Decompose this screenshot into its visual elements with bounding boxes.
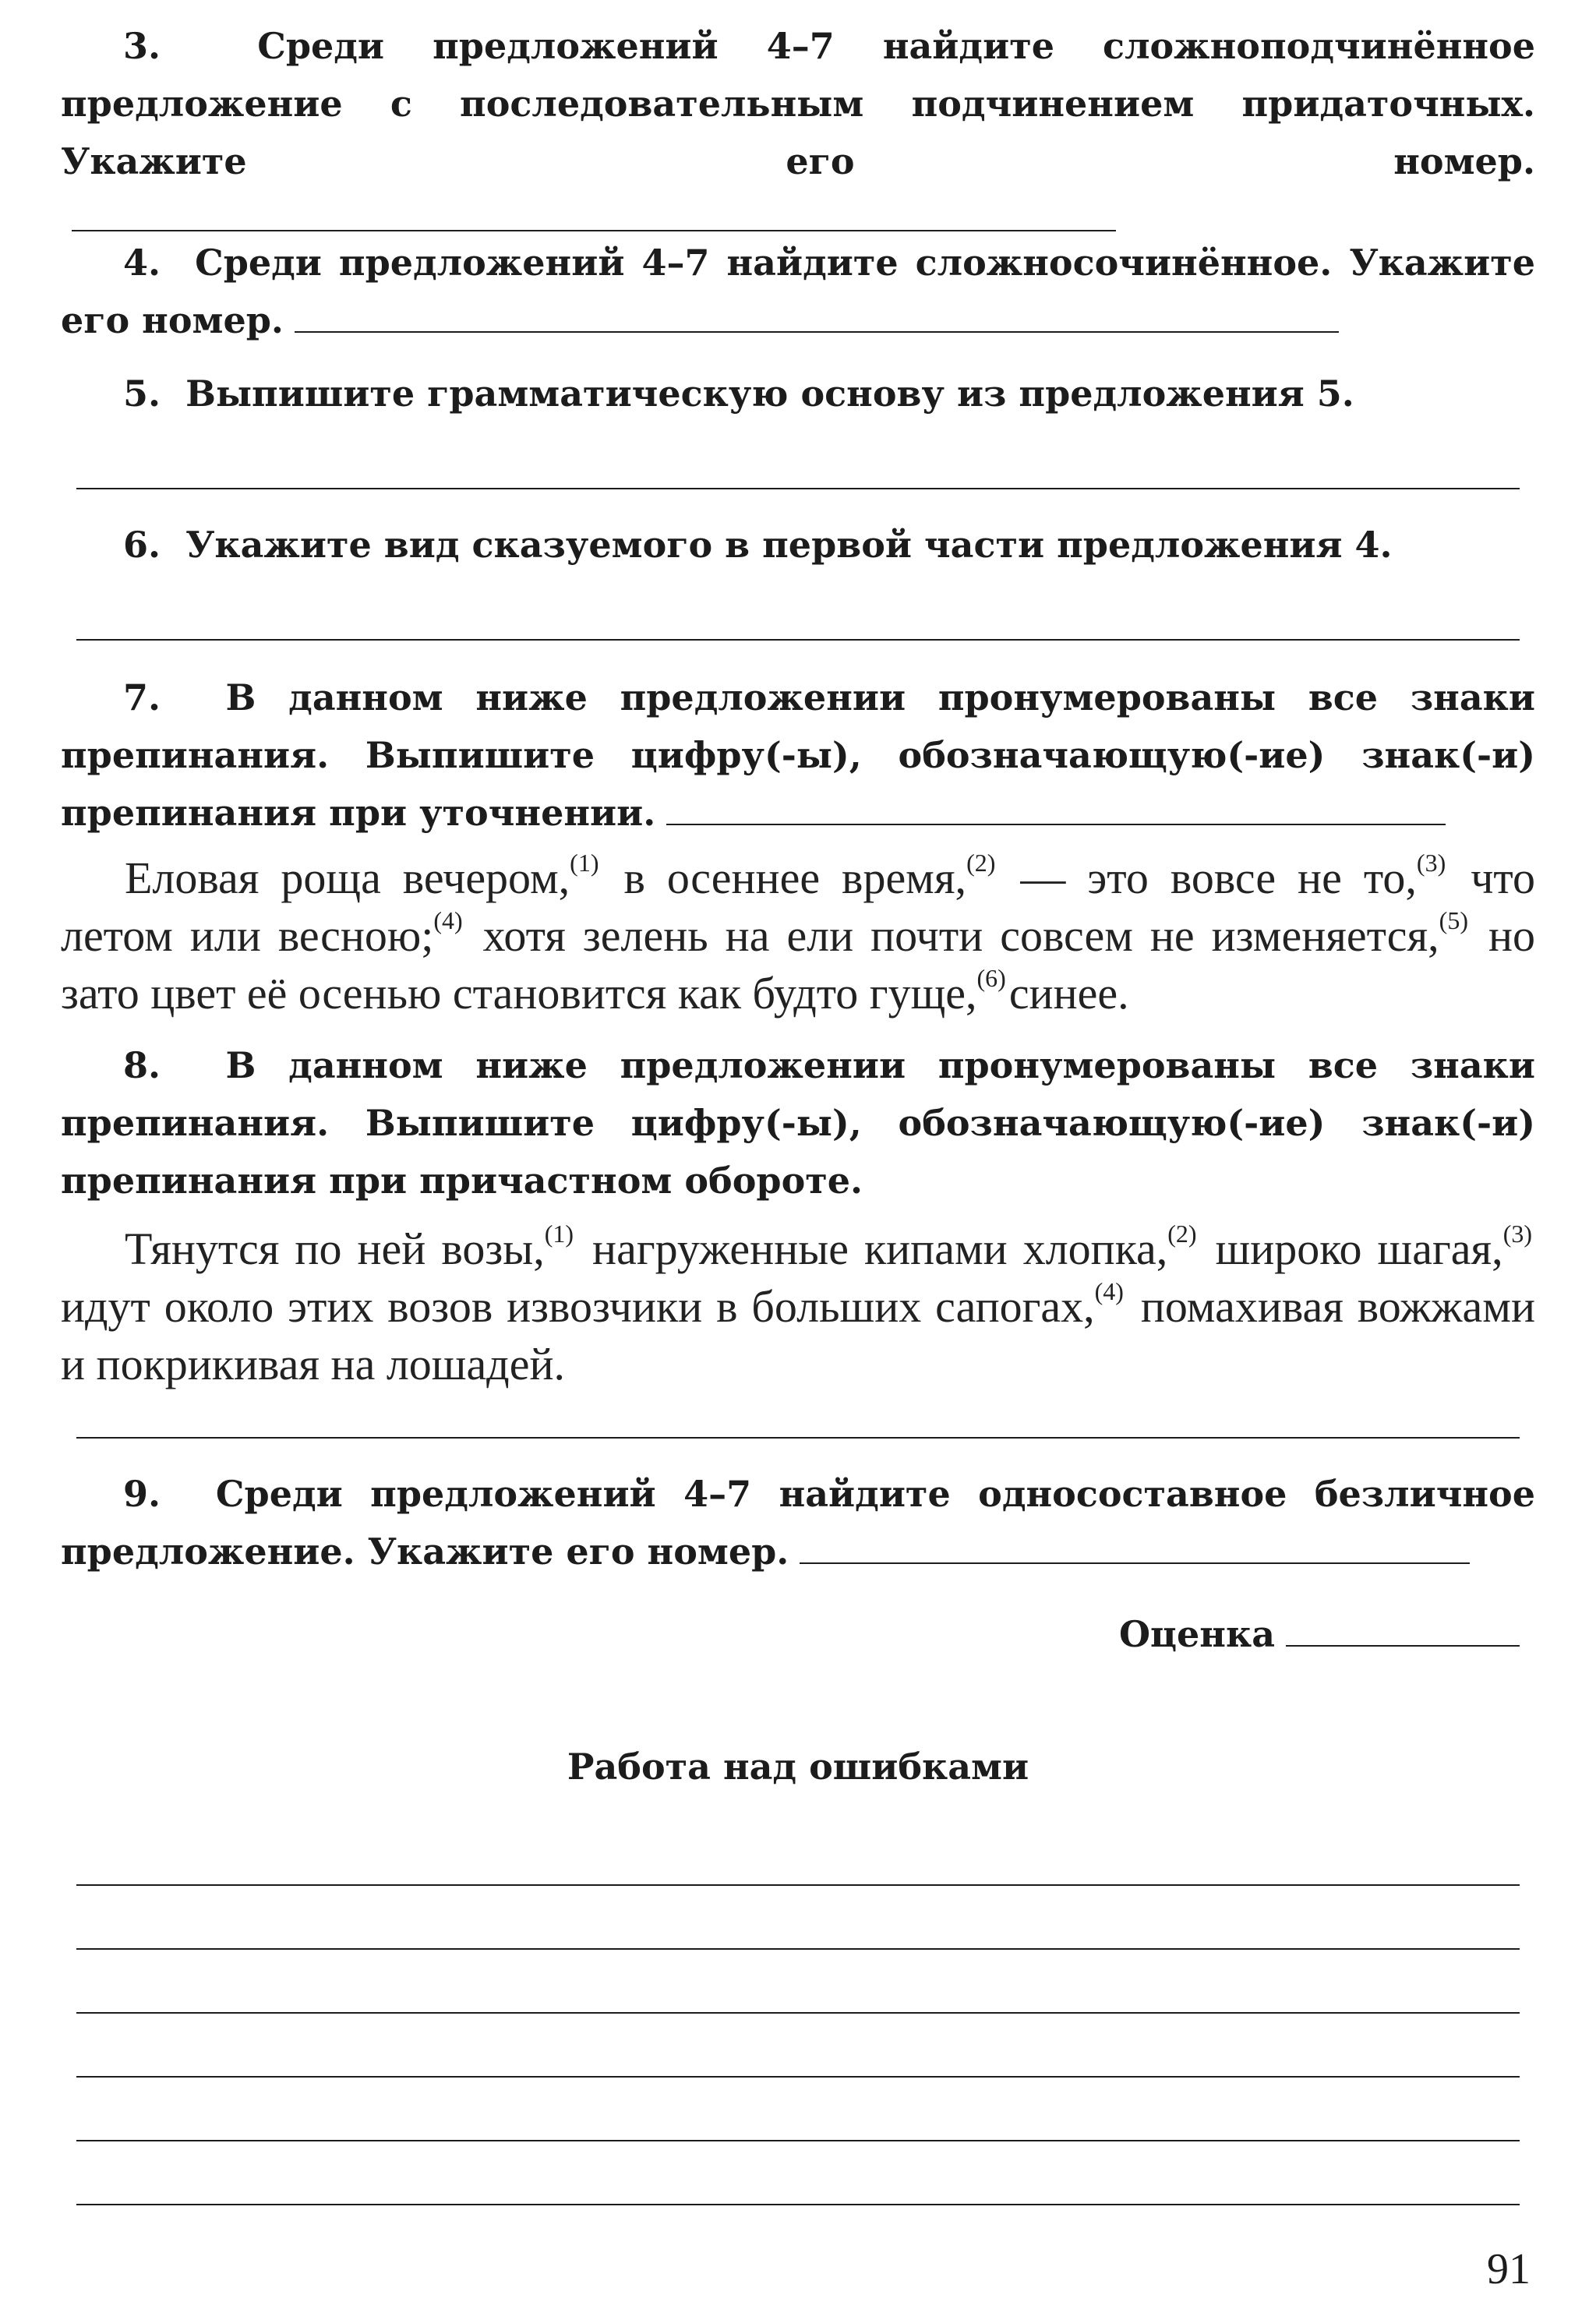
task-number: 6. bbox=[123, 524, 161, 566]
task-text: Выпишите грамматическую основу из предложения 5. bbox=[185, 372, 1354, 415]
task-text: Среди предложений 4–7 найдите сложноподчинённое предложение с последовательным подчинением придаточных. Укажите его номер. bbox=[61, 25, 1535, 182]
writing-line[interactable] bbox=[76, 2076, 1520, 2078]
example-sentence-7: Еловая роща вечером,$^{(1)}$ в осеннее время,$^{(2)}$ — это вовсе не то,$^{(3)}$ что летом или весною;$^{(4)}$ хотя зелень на ели почти совсем не изменяется,$^{(5)}$ но зато цвет её осенью становится как будто гуще,$^{(6)}$синее. bbox=[61, 849, 1535, 1019]
grade-line[interactable] bbox=[1286, 1644, 1520, 1647]
punctuation-number: (3) bbox=[1416, 849, 1446, 877]
task-6 bbox=[61, 516, 1535, 574]
page-number: 91 bbox=[1487, 2245, 1531, 2293]
task-number: 3. bbox=[123, 25, 161, 67]
task-9 bbox=[61, 1465, 1535, 1580]
writing-line[interactable] bbox=[76, 1884, 1520, 1886]
task-text: Среди предложений 4–7 найдите односоставное безличное предложение. Укажите его номер. bbox=[61, 1473, 1536, 1573]
grade-label: Оценка bbox=[1118, 1613, 1275, 1655]
answer-line[interactable] bbox=[666, 823, 1446, 825]
task-7 bbox=[61, 669, 1535, 842]
answer-line[interactable] bbox=[76, 639, 1520, 641]
answer-line[interactable] bbox=[76, 488, 1520, 489]
answer-line[interactable] bbox=[76, 1437, 1520, 1439]
task-text: В данном ниже предложении пронумерованы все знаки препинания. Выпишите цифру(-ы), обозначающую(-ие) знак(-и) препинания при причастном обороте. bbox=[61, 1044, 1535, 1202]
section-title: Работа над ошибками bbox=[567, 1746, 1029, 1788]
punctuation-number: (4) bbox=[433, 906, 463, 934]
writing-line[interactable] bbox=[76, 2204, 1520, 2205]
task-number: 5. bbox=[123, 372, 161, 415]
punctuation-number: (1) bbox=[544, 1220, 574, 1248]
task-4 bbox=[61, 234, 1535, 349]
punctuation-number: (6) bbox=[976, 964, 1006, 992]
task-number: 8. bbox=[123, 1044, 161, 1086]
answer-line[interactable] bbox=[800, 1562, 1470, 1564]
punctuation-number: (4) bbox=[1094, 1277, 1124, 1305]
task-3 bbox=[61, 17, 1535, 248]
punctuation-number: (3) bbox=[1502, 1220, 1532, 1248]
task-text: В данном ниже предложении пронумерованы все знаки препинания. Выпишите цифру(-ы), обозначающую(-ие) знак(-и) препинания при уточнении. bbox=[61, 676, 1535, 834]
grade-field bbox=[1119, 1613, 1520, 1655]
writing-line[interactable] bbox=[76, 1948, 1520, 1950]
task-number: 4. bbox=[123, 242, 161, 284]
answer-line[interactable] bbox=[295, 330, 1339, 333]
task-8 bbox=[61, 1036, 1535, 1209]
punctuation-number: (1) bbox=[570, 849, 599, 877]
writing-line[interactable] bbox=[76, 2012, 1520, 2014]
punctuation-number: (2) bbox=[966, 849, 996, 877]
task-5 bbox=[61, 365, 1535, 422]
task-number: 9. bbox=[123, 1473, 161, 1515]
writing-line[interactable] bbox=[76, 2140, 1520, 2141]
task-text: Укажите вид сказуемого в первой части предложения 4. bbox=[185, 524, 1393, 566]
punctuation-number: (2) bbox=[1167, 1220, 1197, 1248]
punctuation-number: (5) bbox=[1439, 906, 1468, 934]
answer-line[interactable] bbox=[72, 229, 1116, 231]
task-number: 7. bbox=[123, 676, 161, 718]
task-text: Среди предложений 4–7 найдите сложносочинённое. Укажите его номер. bbox=[61, 242, 1536, 341]
example-sentence-8: Тянутся по ней возы,$^{(1)}$ нагруженные кипами хлопка,$^{(2)}$ широко шагая,$^{(3)}$ идут около этих возов извозчики в больших сапогах,$^{(4)}$ помахивая вожжами и покрикивая на лошадей. bbox=[61, 1220, 1535, 1389]
